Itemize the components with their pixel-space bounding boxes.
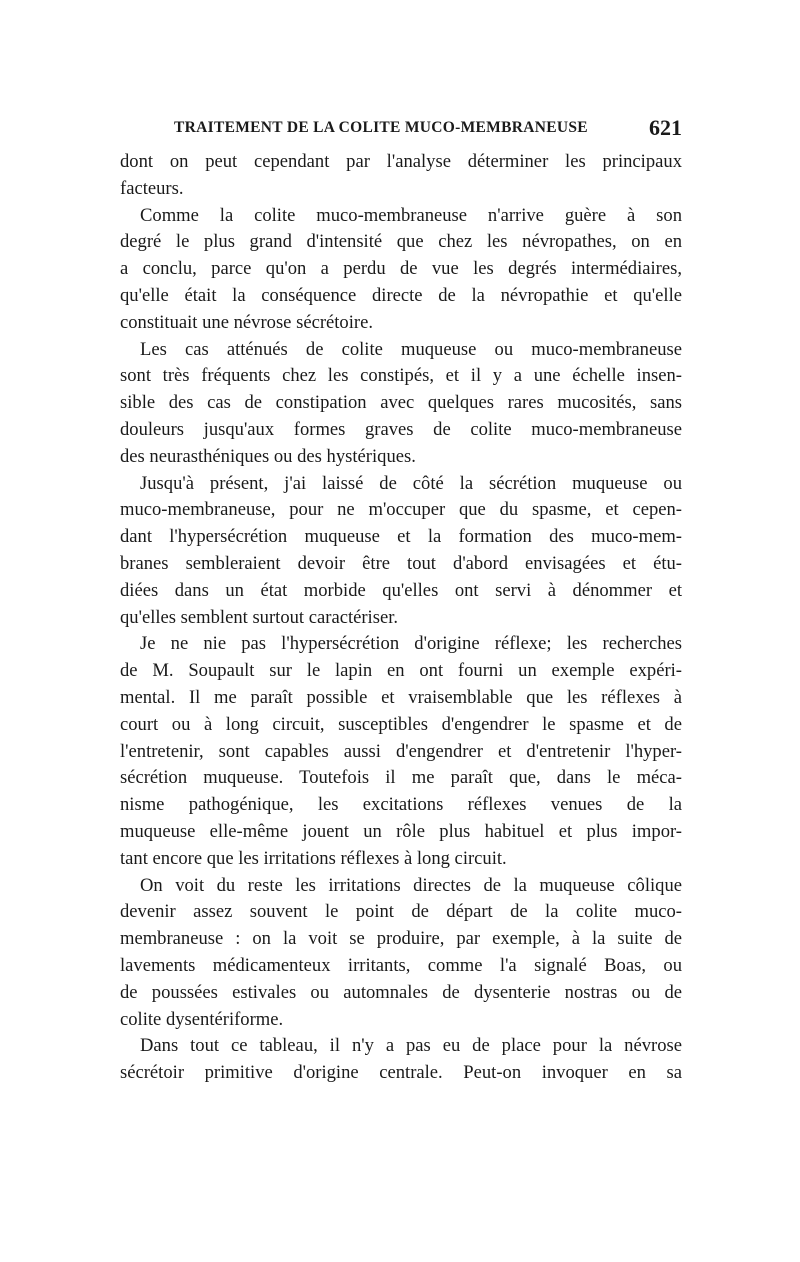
- text-line: colite dysentériforme.: [120, 1008, 284, 1030]
- page-number: 621: [649, 115, 682, 140]
- text-line: sont très fréquents chez les constipés, et il y a une échelle insen-: [120, 365, 682, 387]
- text-line: nisme pathogénique, les excitations réflexes venues de la: [120, 794, 682, 816]
- text-line: Dans tout ce tableau, il n'y a pas eu de place pour la névrose: [140, 1035, 682, 1057]
- paragraph: [120, 1033, 682, 1087]
- text-line: sécrétion muqueuse. Toutefois il me paraît que, dans le méca-: [120, 767, 682, 789]
- text-line: tant encore que les irritations réflexes à long circuit.: [120, 847, 507, 869]
- text-line: Jusqu'à présent, j'ai laissé de côté la sécrétion muqueuse ou: [140, 472, 682, 494]
- text-line: mental. Il me paraît possible et vraisemblable que les réflexes à: [120, 686, 682, 708]
- text-line: l'entretenir, sont capables aussi d'engendrer et d'entretenir l'hyper-: [120, 740, 682, 762]
- text-line: degré le plus grand d'intensité que chez les névropathes, on en: [120, 231, 682, 253]
- text-line: des neurasthéniques ou des hystériques.: [120, 445, 416, 467]
- text-line: devenir assez souvent le point de départ de la colite muco-: [120, 901, 682, 923]
- text-line: court ou à long circuit, susceptibles d'engendrer le spasme et de: [120, 713, 682, 735]
- text-line: qu'elles semblent surtout caractériser.: [120, 606, 399, 628]
- text-line: muco-membraneuse, pour ne m'occuper que du spasme, et cepen-: [120, 499, 682, 521]
- text-line: de poussées estivales ou automnales de dysenterie nostras ou de: [120, 981, 682, 1003]
- text-line: Les cas atténués de colite muqueuse ou muco-membraneuse: [140, 338, 682, 360]
- text-line: a conclu, parce qu'on a perdu de vue les degrés intermédiaires,: [120, 258, 682, 280]
- text-line: lavements médicamenteux irritants, comme l'a signalé Boas, ou: [120, 954, 682, 976]
- text-line: membraneuse : on la voit se produire, par exemple, à la suite de: [120, 928, 682, 950]
- text-line: de M. Soupault sur le lapin en ont fourni un exemple expéri-: [120, 660, 682, 682]
- running-head: [120, 115, 682, 145]
- text-line: dant l'hypersécrétion muqueuse et la formation des muco-mem-: [120, 526, 682, 548]
- paragraph: [120, 149, 682, 203]
- text-line: branes sembleraient devoir être tout d'abord envisagées et étu-: [120, 552, 682, 574]
- text-line: facteurs.: [120, 177, 184, 199]
- book-page: [120, 115, 682, 1087]
- text-line: Je ne nie pas l'hypersécrétion d'origine réflexe; les recherches: [140, 633, 682, 655]
- paragraph: [120, 203, 682, 337]
- paragraph: [120, 631, 682, 872]
- text-line: On voit du reste les irritations directes de la muqueuse côlique: [140, 874, 682, 896]
- text-line: muqueuse elle-même jouent un rôle plus habituel et plus impor-: [120, 820, 682, 842]
- text-line: qu'elle était la conséquence directe de la névropathie et qu'elle: [120, 284, 682, 306]
- text-line: douleurs jusqu'aux formes graves de colite muco-membraneuse: [120, 418, 682, 440]
- text-line: sible des cas de constipation avec quelques rares mucosités, sans: [120, 392, 682, 414]
- text-line: sécrétoir primitive d'origine centrale. Peut-on invoquer en sa: [120, 1062, 682, 1084]
- paragraph: [120, 337, 682, 471]
- body-text: [120, 149, 682, 1087]
- text-line: Comme la colite muco-membraneuse n'arrive guère à son: [140, 204, 682, 226]
- running-title: TRAITEMENT DE LA COLITE MUCO-MEMBRANEUSE: [174, 119, 588, 136]
- text-line: dont on peut cependant par l'analyse déterminer les principaux: [120, 151, 682, 172]
- text-line: constituait une névrose sécrétoire.: [120, 311, 373, 333]
- text-line: diées dans un état morbide qu'elles ont servi à dénommer et: [120, 579, 682, 601]
- paragraph: [120, 471, 682, 632]
- paragraph: [120, 873, 682, 1034]
